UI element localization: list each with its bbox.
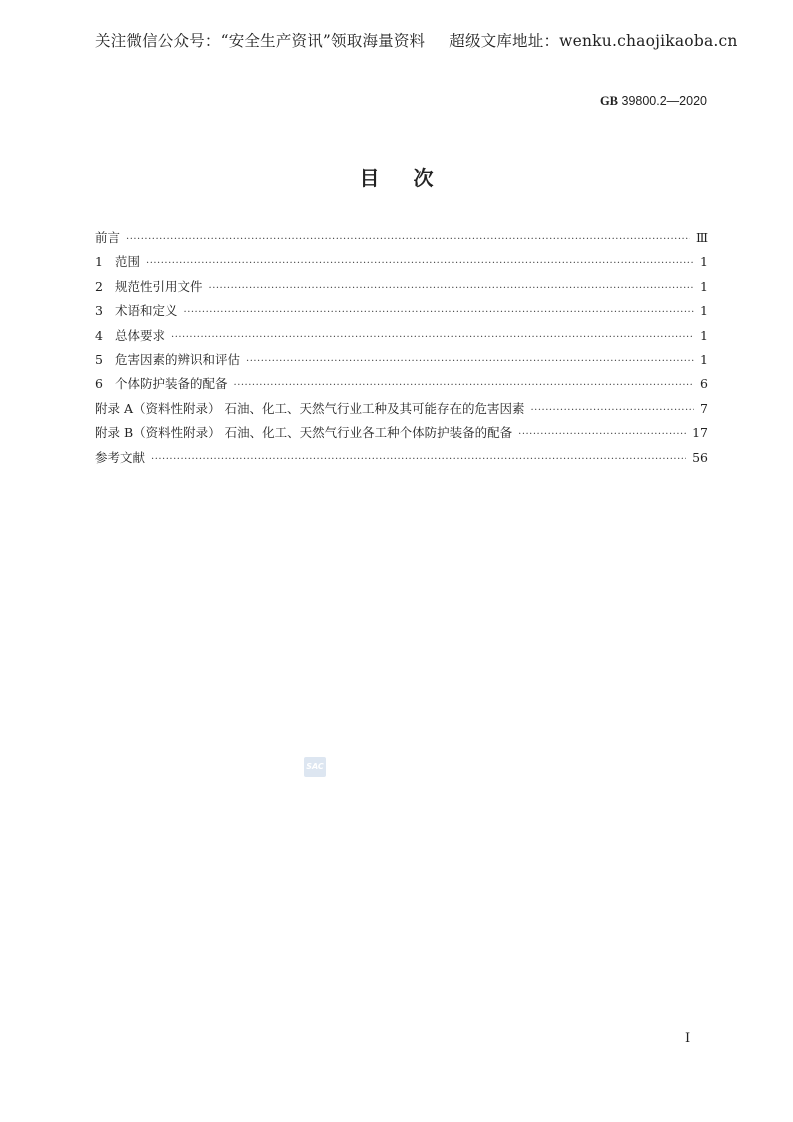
toc-entry-page: Ⅲ — [695, 230, 708, 245]
toc-entry[interactable] — [95, 374, 708, 398]
toc-entry[interactable] — [95, 277, 708, 301]
toc-entry-number: 2 — [95, 278, 103, 294]
dot-leader — [151, 454, 686, 465]
dot-leader — [530, 405, 694, 416]
dot-leader — [518, 429, 686, 440]
toc-entry[interactable] — [95, 301, 708, 325]
toc-entry-page: 17 — [692, 425, 708, 441]
toc-entry-number: 4 — [95, 327, 103, 343]
toc-entry[interactable] — [95, 350, 708, 374]
dot-leader — [126, 234, 690, 245]
toc-entry[interactable] — [95, 252, 708, 276]
standard-prefix: GB — [599, 94, 619, 108]
standard-code: 39800.2—2020 — [621, 94, 707, 108]
toc-entry[interactable] — [95, 326, 708, 350]
header-banner — [95, 29, 738, 51]
dot-leader — [146, 258, 694, 269]
toc-entry-number: 5 — [95, 351, 103, 367]
toc-entry-page: 1 — [700, 351, 708, 367]
toc-entry-label: 参考文献 — [95, 449, 146, 465]
toc-entry-label: 个体防护装备的配备 — [115, 376, 228, 392]
dot-leader — [234, 380, 695, 391]
toc-entry-number: 1 — [95, 254, 103, 270]
dot-leader — [246, 356, 694, 367]
dot-leader — [209, 283, 695, 294]
toc-entry-page: 1 — [700, 254, 708, 270]
toc-entry-page: 1 — [700, 278, 708, 294]
toc-entry-number: 3 — [95, 303, 103, 319]
toc-entry-label: 附录 A（资料性附录） 石油、化工、天然气行业工种及其可能存在的危害因素 — [95, 400, 525, 416]
table-of-contents — [95, 228, 708, 472]
dot-leader — [171, 332, 694, 343]
toc-entry[interactable] — [95, 228, 708, 252]
toc-entry-label: 术语和定义 — [115, 303, 178, 319]
toc-entry-page: 1 — [700, 303, 708, 319]
toc-entry-label: 范围 — [115, 254, 141, 270]
toc-entry-page: 56 — [692, 449, 708, 465]
page-number: I — [685, 1031, 691, 1046]
toc-entry[interactable] — [95, 423, 708, 447]
banner-site-text: 超级文库地址：wenku.chaojikaoba.cn — [449, 32, 738, 50]
dot-leader — [184, 307, 695, 318]
sac-watermark-logo: SAC — [304, 757, 326, 777]
standard-number — [600, 94, 707, 109]
toc-entry-label: 附录 B（资料性附录） 石油、化工、天然气行业各工种个体防护装备的配备 — [95, 425, 513, 441]
toc-entry-label: 前言 — [95, 230, 121, 245]
toc-entry[interactable] — [95, 448, 708, 472]
toc-entry[interactable] — [95, 399, 708, 423]
toc-entry-page: 7 — [700, 400, 708, 416]
toc-entry-number: 6 — [95, 376, 103, 392]
page-title: 目次 — [359, 166, 468, 190]
toc-entry-label: 危害因素的辨识和评估 — [115, 351, 241, 367]
toc-entry-label: 总体要求 — [115, 327, 166, 343]
toc-entry-page: 6 — [700, 376, 708, 392]
toc-entry-page: 1 — [700, 327, 708, 343]
banner-wechat-text: 关注微信公众号：“安全生产资讯”领取海量资料 — [95, 32, 426, 50]
toc-entry-label: 规范性引用文件 — [115, 278, 203, 294]
